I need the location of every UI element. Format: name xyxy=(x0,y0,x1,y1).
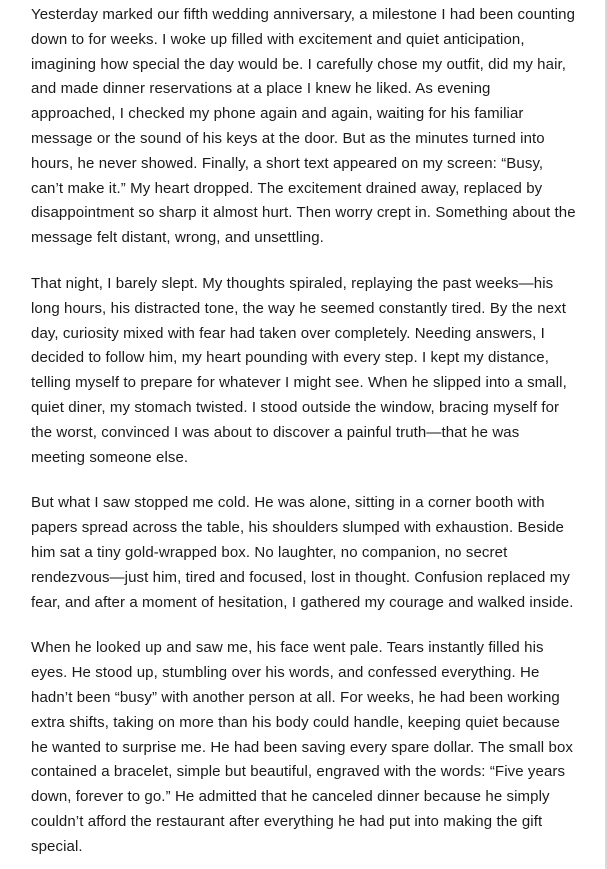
paragraph-3: But what I saw stopped me cold. He was alone, sitting in a corner booth with papers spread across the table, his shoulders slumped with exhaustion. Beside him sat a tiny gold-wrapped box. No laughter, no companion, no secret rendezvous—just him, tired and focused, lost in thought. Confusion replaced my fear, and after a moment of hesitation, I gathered my courage and walked inside. xyxy=(31,494,574,611)
paragraph-4: When he looked up and saw me, his face went pale. Tears instantly filled his eyes. He stood up, stumbling over his words, and confessed everything. He hadn’t been “busy” with another person at all. For weeks, he had been working extra shifts, taking on more than his body could handle, keeping quiet because he wanted to surprise me. He had been saving every spare dollar. The small box contained a bracelet, simple but beautiful, engraved with the words: “Five years down, forever to go.” He admitted that he canceled dinner because he simply couldn’t afford the restaurant after everything he had put into making the gift special. xyxy=(31,639,573,855)
story-article xyxy=(31,3,576,860)
paragraph-1: Yesterday marked our fifth wedding anniversary, a milestone I had been counting down to for weeks. I woke up filled with excitement and quiet anticipation, imagining how special the day would be. I carefully chose my outfit, did my hair, and made dinner reservations at a place I knew he liked. As evening approached, I checked my phone again and again, waiting for his familiar message or the sound of his keys at the door. But as the minutes turned into hours, he never showed. Finally, a short text appeared on my screen: “Busy, can’t make it.” My heart dropped. The excitement drained away, replaced by disappointment so sharp it almost hurt. Then worry crept in. Something about the message felt distant, wrong, and unsettling. xyxy=(31,6,576,247)
paragraph-2: That night, I barely slept. My thoughts spiraled, replaying the past weeks—his long hours, his distracted tone, the way he seemed constantly tired. By the next day, curiosity mixed with fear had taken over completely. Needing answers, I decided to follow him, my heart pounding with every step. I kept my distance, telling myself to prepare for whatever I might see. When he slipped into a small, quiet diner, my stomach twisted. I stood outside the window, bracing myself for the worst, convinced I was about to discover a painful truth—that he was meeting someone else. xyxy=(31,274,567,466)
